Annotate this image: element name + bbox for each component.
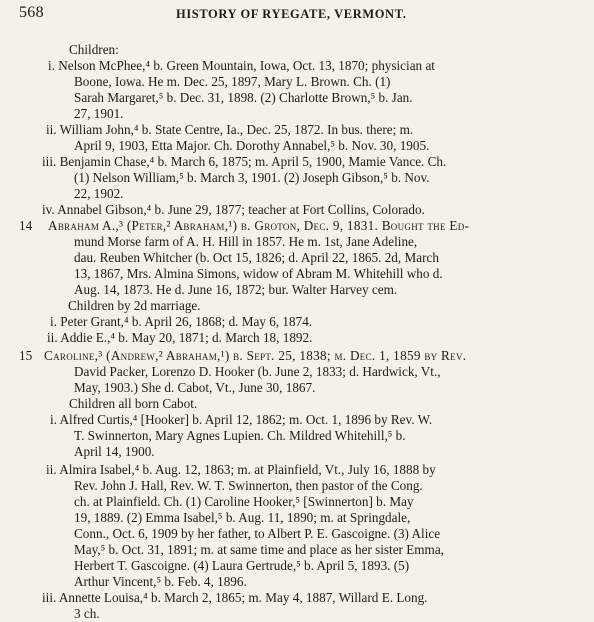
text-line: ii. Addie E.,⁴ b. May 20, 1871; d. March 18, 1892.: [47, 330, 313, 345]
text-line: Children:: [69, 42, 119, 57]
text-line: mund Morse farm of A. H. Hill in 1857. He m. 1st, Jane Adeline,: [74, 234, 418, 249]
text-line: Conn., Oct. 6, 1909 by her father, to Albert P. E. Gascoigne. (3) Alice: [74, 526, 441, 541]
text-line: April 9, 1903, Etta Major. Ch. Dorothy Annabel,⁵ b. Nov. 30, 1905.: [74, 138, 430, 153]
text-line: T. Swinnerton, Mary Agnes Lupien. Ch. Mildred Whitehill,⁵ b.: [74, 428, 406, 443]
text-line: ii. William John,⁴ b. State Centre, Ia., Dec. 25, 1872. In bus. there; m.: [46, 122, 414, 137]
text-line: 19, 1889. (2) Emma Isabel,⁵ b. Aug. 11, 1890; m. at Springdale,: [74, 510, 411, 525]
text-line: Children by 2d marriage.: [68, 298, 201, 313]
page-number: 568: [19, 4, 44, 21]
text-line: Arthur Vincent,⁵ b. Feb. 4, 1896.: [74, 574, 247, 589]
text-line: Boone, Iowa. He m. Dec. 25, 1897, Mary L. Brown. Ch. (1): [74, 74, 391, 89]
page-header: [0, 0, 594, 24]
entry-number: 14: [19, 218, 33, 233]
text-line: i. Alfred Curtis,⁴ [Hooker] b. April 12, 1862; m. Oct. 1, 1896 by Rev. W.: [50, 412, 433, 427]
text-line: Sarah Margaret,⁵ b. Dec. 31, 1898. (2) Charlotte Brown,⁵ b. Jan.: [74, 90, 413, 105]
entry-heading: Abraham A.,³ (Peter,² Abraham,¹) b. Groton, Dec. 9, 1831. Bought the Ed-: [48, 218, 470, 233]
entry-number: 15: [19, 348, 33, 363]
text-line: Rev. John J. Hall, Rev. W. T. Swinnerton, then pastor of the Cong.: [74, 478, 423, 493]
text-line: iv. Annabel Gibson,⁴ b. June 29, 1877; teacher at Fort Collins, Colorado.: [42, 202, 425, 217]
text-line: i. Peter Grant,⁴ b. April 26, 1868; d. May 6, 1874.: [50, 314, 313, 329]
text-line: iii. Annette Louisa,⁴ b. March 2, 1865; m. May 4, 1887, Willard E. Long.: [42, 590, 428, 605]
text-line: May,⁵ b. Oct. 31, 1891; m. at same time and place as her sister Emma,: [74, 542, 444, 557]
text-line: 13, 1867, Mrs. Almina Simons, widow of Abram M. Whitehill who d.: [74, 266, 443, 281]
text-line: Aug. 14, 1873. He d. June 16, 1872; bur. Walter Harvey cem.: [74, 282, 398, 297]
text-line: May, 1903.) She d. Cabot, Vt., June 30, 1867.: [74, 380, 316, 395]
text-line: 3 ch.: [74, 606, 100, 621]
text-line: iii. Benjamin Chase,⁴ b. March 6, 1875; m. April 5, 1900, Mamie Vance. Ch.: [42, 154, 447, 169]
text-line: dau. Reuben Whitcher (b. Oct 15, 1826; d. April 22, 1865. 2d, March: [74, 250, 439, 265]
running-title: HISTORY OF RYEGATE, VERMONT.: [176, 7, 407, 21]
text-line: Children all born Cabot.: [69, 396, 198, 411]
entry-heading: Caroline,³ (Andrew,² Abraham,¹) b. Sept. 25, 1838; m. Dec. 1, 1859 by Rev.: [44, 348, 467, 363]
text-line: ch. at Plainfield. Ch. (1) Caroline Hooker,⁵ [Swinnerton] b. May: [74, 494, 414, 509]
text-line: April 14, 1900.: [74, 444, 155, 459]
text-line: Herbert T. Gascoigne. (4) Laura Gertrude,⁵ b. April 5, 1893. (5): [74, 558, 410, 573]
text-line: ii. Almira Isabel,⁴ b. Aug. 12, 1863; m. at Plainfield, Vt., July 16, 1888 by: [46, 462, 436, 477]
text-line: (1) Nelson William,⁵ b. March 3, 1901. (2) Joseph Gibson,⁵ b. Nov.: [74, 170, 430, 185]
text-line: David Packer, Lorenzo D. Hooker (b. June 2, 1833; d. Hardwick, Vt.,: [74, 364, 441, 379]
text-line: 27, 1901.: [74, 106, 124, 121]
text-line: 22, 1902.: [74, 186, 124, 201]
text-line: i. Nelson McPhee,⁴ b. Green Mountain, Iowa, Oct. 13, 1870; physician at: [48, 58, 435, 73]
